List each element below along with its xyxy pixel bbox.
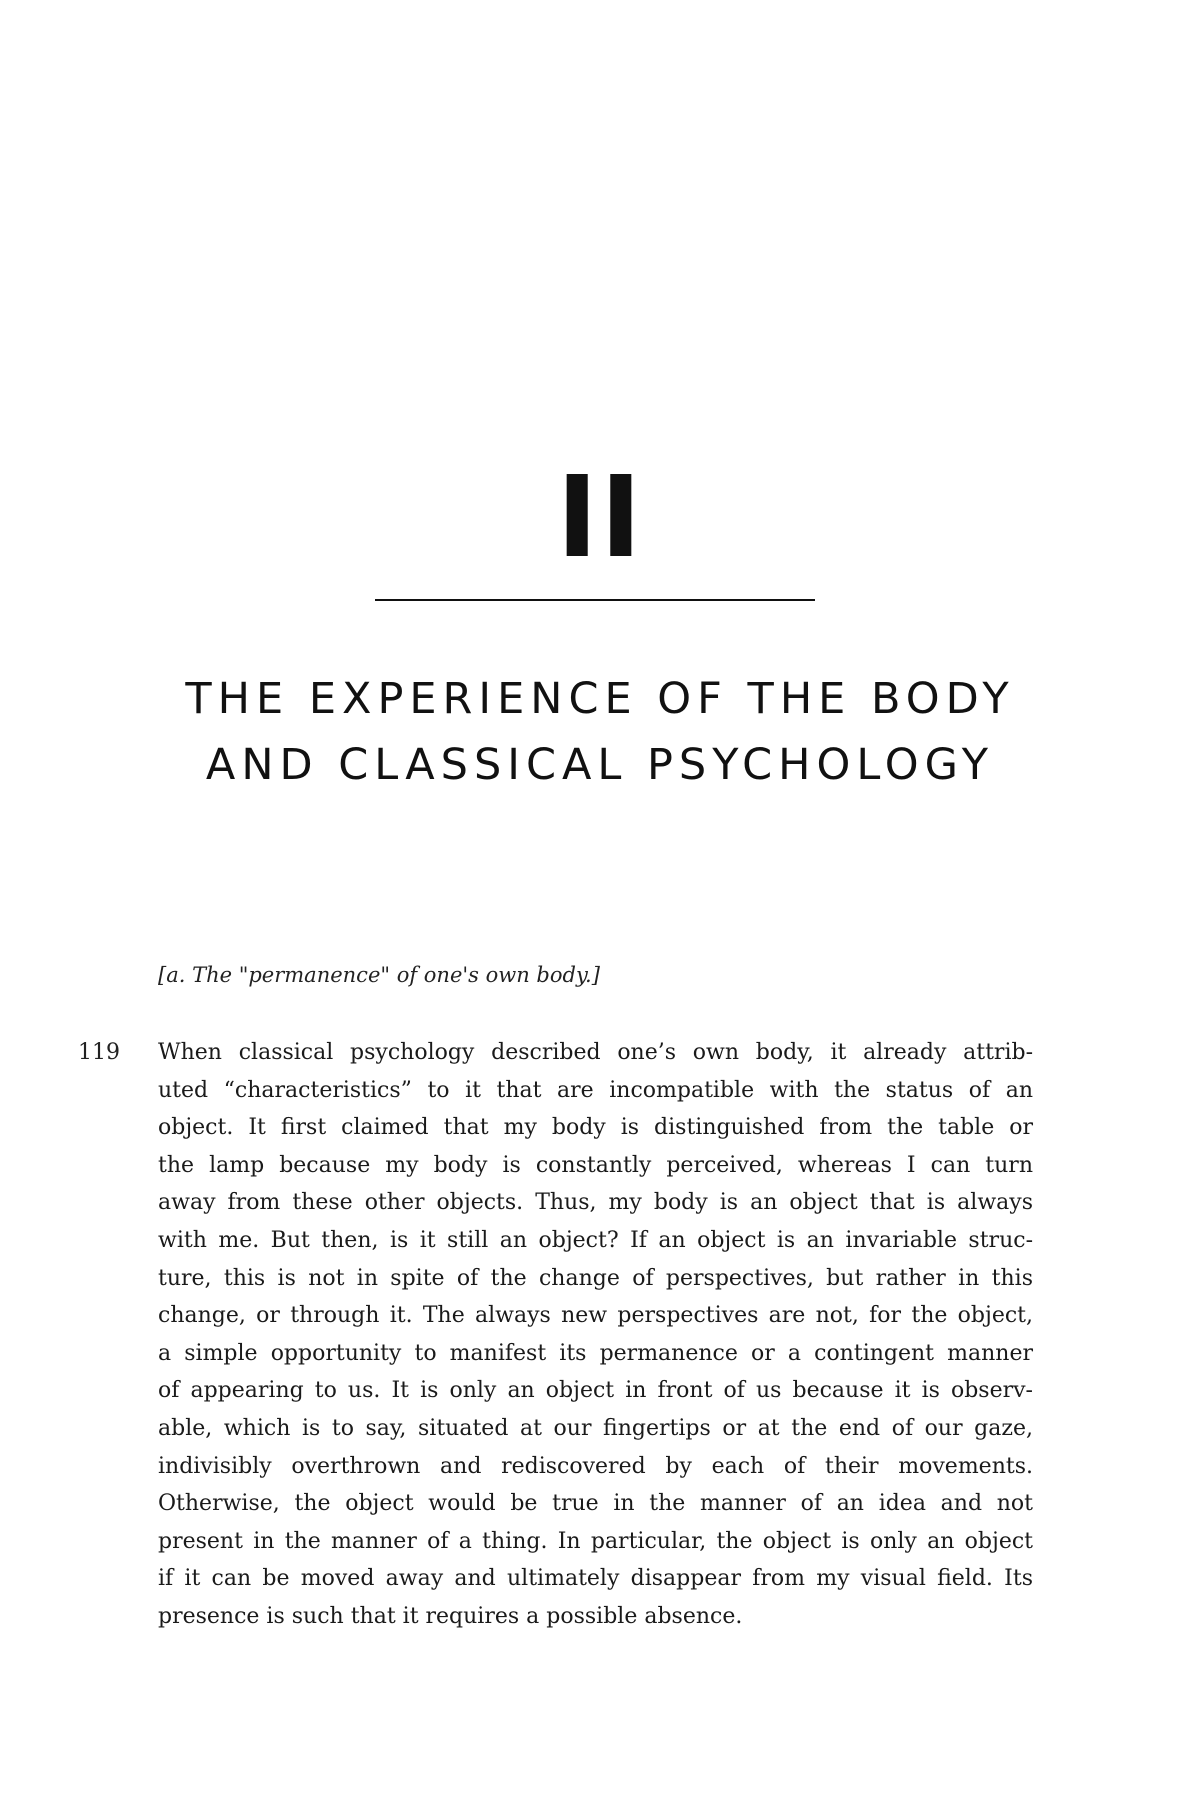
paragraph-line: with me. But then, is it still an object? If an object is an invariable struc- [158, 1227, 1033, 1253]
paragraph-line: indivisibly overthrown and rediscovered by each of their movements. [158, 1453, 1033, 1479]
paragraph-line: presence is such that it requires a possible absence. [158, 1603, 743, 1629]
section-heading: [a. The "permanence" of one's own body.] [158, 963, 600, 987]
chapter-number: II [556, 453, 644, 583]
chapter-title: THE EXPERIENCE OF THE BODY AND CLASSICAL PSYCHOLOGY [185, 674, 1015, 790]
paragraph-line: able, which is to say, situated at our fingertips or at the end of our gaze, [158, 1415, 1033, 1441]
paragraph-line: ture, this is not in spite of the change of perspectives, but rather in this [158, 1265, 1033, 1291]
body-paragraph [158, 1034, 1033, 1636]
paragraph-line: uted “characteristics” to it that are incompatible with the status of an [158, 1077, 1033, 1103]
margin-page-number: 119 [78, 1040, 120, 1065]
paragraph-line: change, or through it. The always new perspectives are not, for the object, [158, 1303, 1033, 1329]
paragraph-line: if it can be moved away and ultimately disappear from my visual field. Its [158, 1566, 1033, 1592]
paragraph-line: away from these other objects. Thus, my body is an object that is always [158, 1190, 1033, 1216]
paragraph-line: When classical psychology described one’s own body, it already attrib- [158, 1040, 1033, 1065]
paragraph-line: Otherwise, the object would be true in the manner of an idea and not [158, 1491, 1033, 1517]
paragraph-line: present in the manner of a thing. In particular, the object is only an object [158, 1528, 1033, 1554]
paragraph-line: of appearing to us. It is only an object in front of us because it is observ- [158, 1378, 1033, 1404]
paragraph-line: object. It first claimed that my body is distinguished from the table or [158, 1115, 1033, 1141]
chapter-divider-rule [375, 599, 815, 601]
paragraph-line: the lamp because my body is constantly perceived, whereas I can turn [158, 1152, 1033, 1178]
paragraph-line: a simple opportunity to manifest its permanence or a contingent manner [158, 1340, 1033, 1366]
